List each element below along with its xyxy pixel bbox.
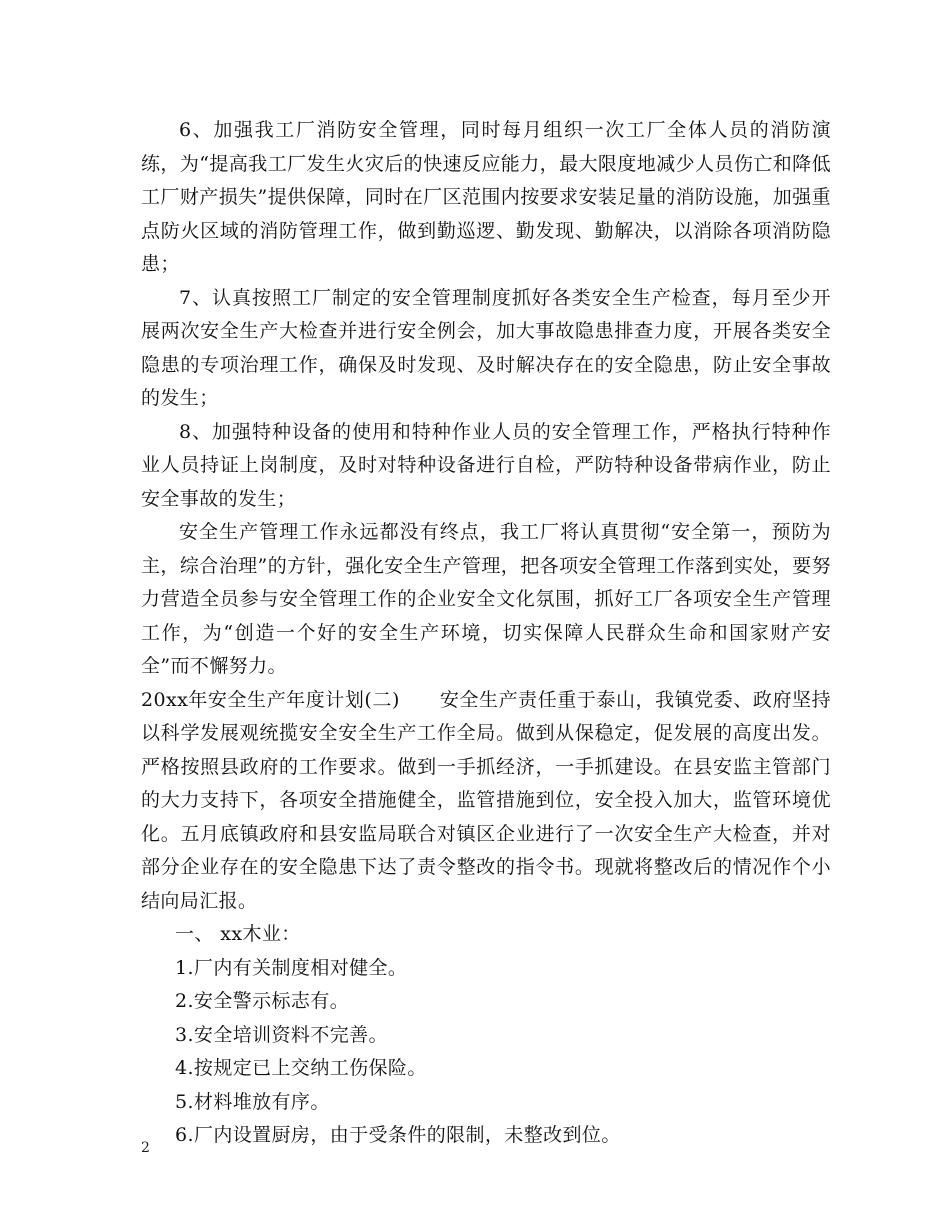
list-item: 2.安全警示标志有。 (175, 990, 350, 1012)
paragraph-item-7: 7、认真按照工厂制定的安全管理制度抓好各类安全生产检查，每月至少开展两次安全生产大检查并进行安全例会，加大事故隐患排查力度，开展各类安全隐患的专项治理工作，确保及时发现、及时解决存在的安全隐患，防止安全事故的发生； (141, 286, 831, 409)
section-body: 安全生产责任重于泰山，我镇党委、政府坚持以科学发展观统揽安全安全生产工作全局。做到从保稳定，促发展的高度出发。严格按照县政府的工作要求。做到一手抓经济，一手抓建设。在县安监主管部门的大力支持下，各项安全措施健全，监管措施到位，安全投入加大，监管环境优化。五月底镇政府和县安监局联合对镇区企业进行了一次安全生产大检查，并对部分企业存在的安全隐患下达了责令整改的指令书。现就将整改后的情况作个小结向局汇报。 (141, 688, 831, 912)
sub-heading: 一、 xx木业： (175, 923, 301, 945)
list-item: 1.厂内有关制度相对健全。 (175, 956, 408, 979)
list-item: 5.材料堆放有序。 (175, 1090, 330, 1113)
page-number: 2 (141, 1140, 150, 1156)
paragraph-conclusion: 安全生产管理工作永远都没有终点，我工厂将认真贯彻“安全第一，预防为主，综合治理”的方针，强化安全生产管理，把各项安全管理工作落到实处，要努力营造全员参与安全管理工作的企业安全文化氛围，抓好工厂各项安全生产管理工作，为“创造一个好的安全生产环境，切实保障人民群众生命和国家财产安全”而不懈努力。 (141, 521, 831, 677)
paragraph-item-6: 6、加强我工厂消防安全管理，同时每月组织一次工厂全体人员的消防演练，为“提高我工厂发生火灾后的快速反应能力，最大限度地减少人员伤亡和降低工厂财产损失”提供保障，同时在厂区范围内按要求安装足量的消防设施，加强重点防火区域的消防管理工作，做到勤巡逻、勤发现、勤解决，以消除各项消防隐患； (141, 119, 831, 275)
section-paragraph (141, 684, 831, 919)
list-item: 6.厂内设置厨房，由于受条件的限制，未整改到位。 (175, 1124, 621, 1146)
section-title: 20xx年安全生产年度计划(二) (141, 688, 400, 711)
list-item: 4.按规定已上交纳工伤保险。 (175, 1057, 427, 1079)
list-item: 3.安全培训资料不完善。 (175, 1023, 388, 1046)
paragraph-item-8: 8、加强特种设备的使用和特种作业人员的安全管理工作，严格执行特种作业人员持证上岗制度，及时对特种设备进行自检，严防特种设备带病作业，防止安全事故的发生； (141, 420, 831, 510)
document-page (141, 114, 831, 1153)
